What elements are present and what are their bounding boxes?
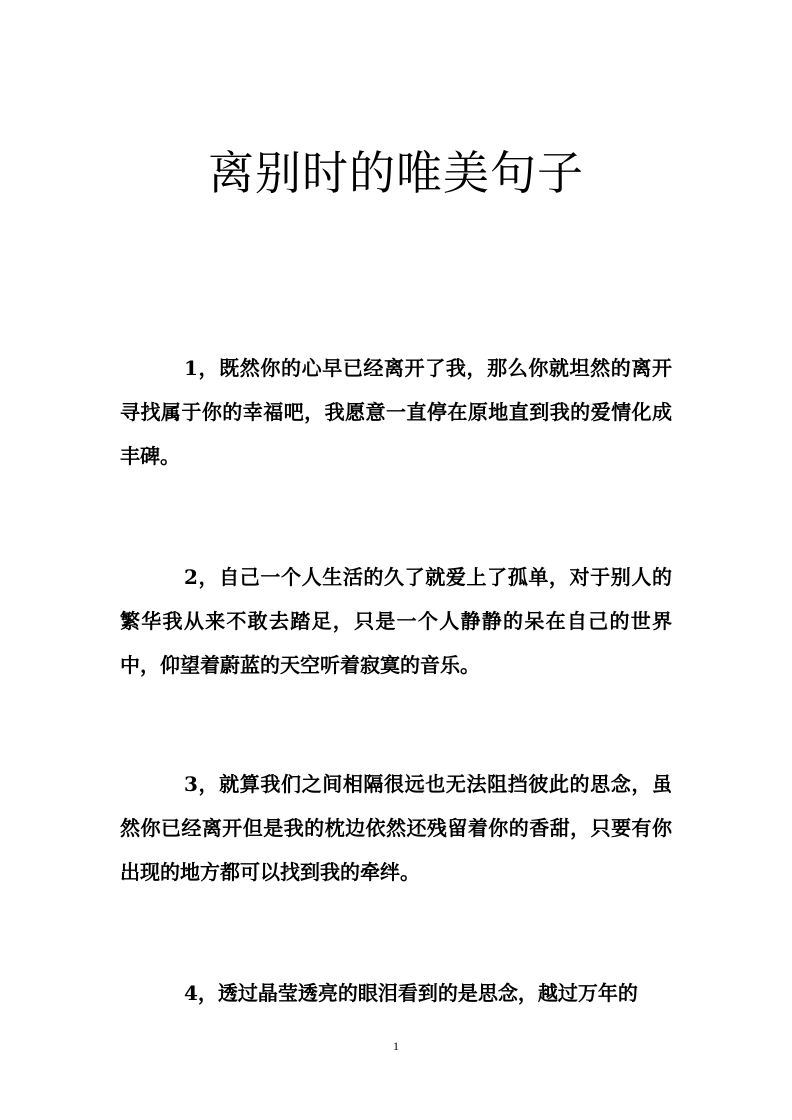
paragraph-4: 4，透过晶莹透亮的眼泪看到的是思念，越过万年的 [184,981,638,1005]
document-title: 离别时的唯美句子 [208,146,584,200]
paragraph-2: 2，自己一个人生活的久了就爱上了孤单，对于别人的繁华我从来不敢去踏足，只是一个人静静的呆在自己的世界中，仰望着蔚蓝的天空听着寂寞的音乐。 [120,565,672,677]
paragraph-1: 1，既然你的心早已经离开了我，那么你就坦然的离开寻找属于你的幸福吧，我愿意一直停在原地直到我的爱情化成丰碑。 [120,356,672,468]
page-number: 1 [393,1039,399,1053]
paragraph-3: 3，就算我们之间相隔很远也无法阻挡彼此的思念，虽然你已经离开但是我的枕边依然还残留着你的香甜，只要有你出现的地方都可以找到我的牵绊。 [120,772,672,884]
